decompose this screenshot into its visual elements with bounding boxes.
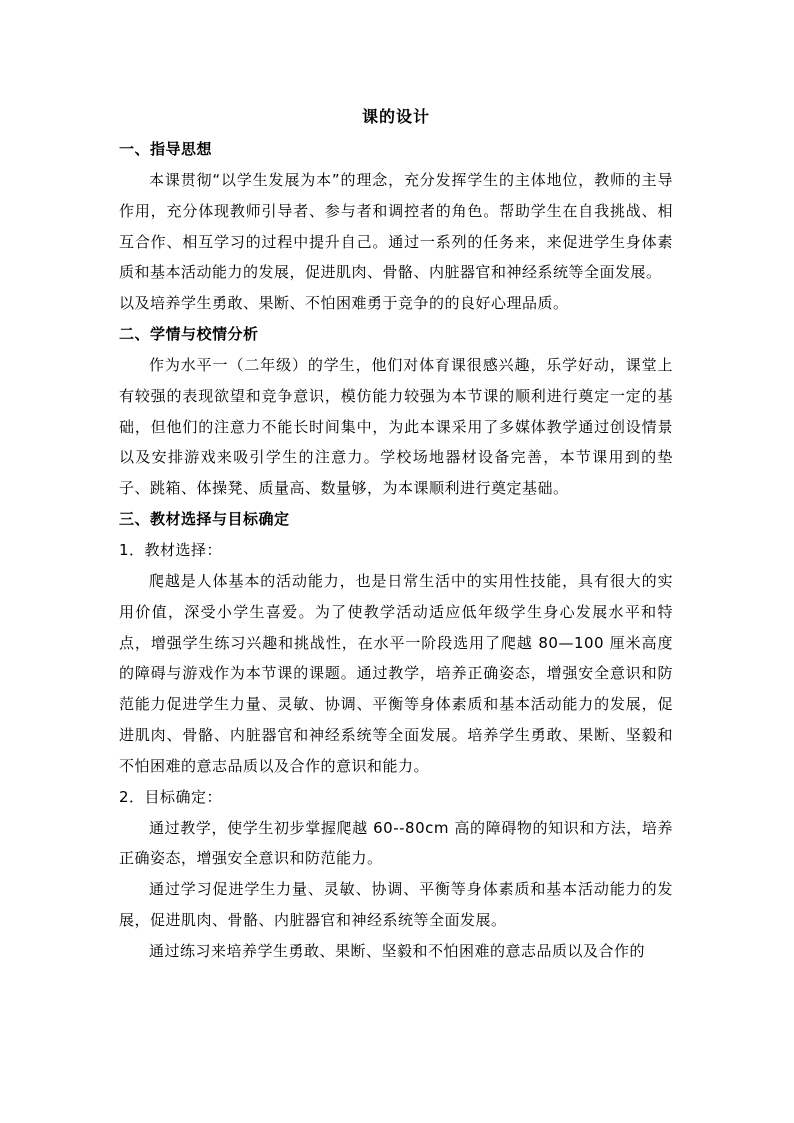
subsection-label: 2．目标确定： [119,787,223,806]
document-title: 课的设计 [361,107,430,126]
paragraph: 通过学习促进学生力量、灵敏、协调、平衡等身体素质和基本活动能力的发展，促进肌肉、骨骼、内脏器官和神经系统等全面发展。 [119,880,673,929]
document-page [119,100,673,967]
section-heading: 一、指导思想 [119,140,213,158]
paragraph: 作为水平一（二年级）的学生，他们对体育课很感兴趣，乐学好动，课堂上有较强的表现欲望和竞争意识，模仿能力较强为本节课的顺利进行奠定一定的基础，但他们的注意力不能长时间集中，为此本课采用了多媒体教学通过创设情景以及安排游戏来吸引学生的注意力。学校场地器材设备完善，本节课用到的垫子、跳箱、体操凳、质量高、数量够，为本课顺利进行奠定基础。 [119,355,673,498]
section-student-analysis [119,319,673,504]
paragraph: 通过练习来培养学生勇敢、果断、坚毅和不怕困难的意志品质以及合作的 [149,941,646,960]
section-heading: 二、学情与校情分析 [119,324,259,343]
paragraph: 以及培养学生勇敢、果断、不怕困难勇于竞争的的良好心理品质。 [119,294,569,313]
paragraph: 通过教学，使学生初步掌握爬越 60--80cm 高的障碍物的知识和方法，培养正确姿态，增强安全意识和防范能力。 [119,818,673,868]
section-guiding-thought [119,134,673,319]
paragraph: 爬越是人体基本的活动能力，也是日常生活中的实用性技能，具有很大的实用价值，深受小学生喜爱。为了使教学活动适应低年级学生身心发展水平和特点，增强学生练习兴趣和挑战性，在水平一阶段选用了爬越 80—100 厘米高度的障碍与游戏作为本节课的课题。通过教学，培养正确姿态，增强安全意识和防范能力促进学生力量、灵敏、协调、平衡等身体素质和基本活动能力的发展，促进肌肉、骨骼、内脏器官和神经系统等全面发展。培养学生勇敢、果断、坚毅和不怕困难的意志品质以及合作的意识和能力。 [119,571,673,775]
subsection-label: 1．教材选择： [119,540,223,559]
paragraph: 本课贯彻“以学生发展为本”的理念，充分发挥学生的主体地位，教师的主导作用，充分体现教师引导者、参与者和调控者的角色。帮助学生在自我挑战、相互合作、相互学习的过程中提升自己。通过一系列的任务来，来促进学生身体素质和基本活动能力的发展，促进肌肉、骨骼、内脏器官和神经系统等全面发展。 [119,171,673,282]
section-heading: 三、教材选择与目标确定 [119,509,290,528]
section-material-and-goals [119,504,673,967]
